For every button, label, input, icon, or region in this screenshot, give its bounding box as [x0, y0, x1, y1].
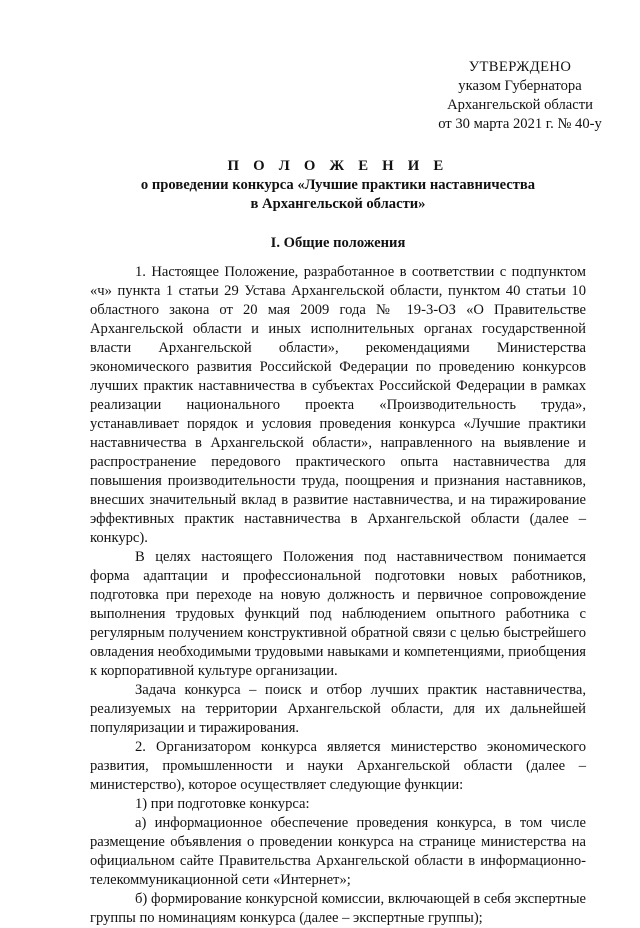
document-body — [90, 263, 586, 928]
approval-title: УТВЕРЖДЕНО — [468, 59, 572, 75]
paragraph: Задача конкурса – поиск и отбор лучших практик наставничества, реализуемых на территории Архангельской области, для их дальнейшей популяризации и тиражирования. — [90, 682, 586, 736]
approval-stamp — [410, 58, 630, 134]
paragraph: 2. Организатором конкурса является министерство экономического развития, промышленности и науки Архангельской области (далее – министерство), которое осуществляет следующие функции: — [90, 739, 586, 793]
paragraph: а) информационное обеспечение проведения конкурса, в том числе размещение объявления о проведении конкурса на странице министерства на официальном сайте Правительства Архангельской области в информационно-телекоммуникационной сети «Интернет»; — [90, 815, 586, 888]
title-main: П О Л О Ж Е Н И Е — [227, 158, 449, 174]
approval-region: Архангельской области — [447, 97, 593, 113]
document-title — [90, 157, 586, 214]
approval-date: от 30 марта 2021 г. № 40-у — [438, 116, 602, 132]
title-subtitle: о проведении конкурса «Лучшие практики наставничества — [140, 177, 536, 193]
section-heading: I. Общие положения — [270, 235, 406, 251]
paragraph: 1) при подготовке конкурса: — [135, 796, 310, 812]
approval-decree: указом Губернатора — [458, 78, 582, 94]
title-subtitle-cont: в Архангельской области» — [250, 196, 426, 212]
paragraph: б) формирование конкурсной комиссии, включающей в себя экспертные группы по номинациям конкурса (далее – экспертные группы); — [90, 891, 586, 926]
paragraph: В целях настоящего Положения под наставничеством понимается форма адаптации и профессиональной подготовки новых работников, подготовка при переходе на новую должность и первичное сопровождение выполнения трудовых функций под наблюдением опытного работника с регулярным получением конструктивной обратной связи с целью быстрейшего овладения необходимыми трудовыми навыками и компетенциями, приобщения к корпоративной культуре организации. — [90, 549, 586, 679]
paragraph: 1. Настоящее Положение, разработанное в соответствии с подпунктом «ч» пункта 1 статьи 29 Устава Архангельской области, пунктом 40 статьи 10 областного закона от 20 мая 2009 года № 19-3-ОЗ «О Правительстве Архангельской области и иных исполнительных органах государственной власти Архангельской области», рекомендациями Министерства экономического развития Российской Федерации по проведению конкурсов лучших практик наставничества в субъектах Российской Федерации в рамках реализации национального проекта «Производительность труда», устанавливает порядок и условия проведения конкурса «Лучшие практики наставничества в Архангельской области», направленного на выявление и распространение передового практического опыта наставничества для повышения производительности труда, поощрения и признания наставников, внесших значительный вклад в развитие наставничества, и на тиражирование эффективных практик наставничества в Архангельской области (далее – конкурс). — [90, 264, 586, 546]
